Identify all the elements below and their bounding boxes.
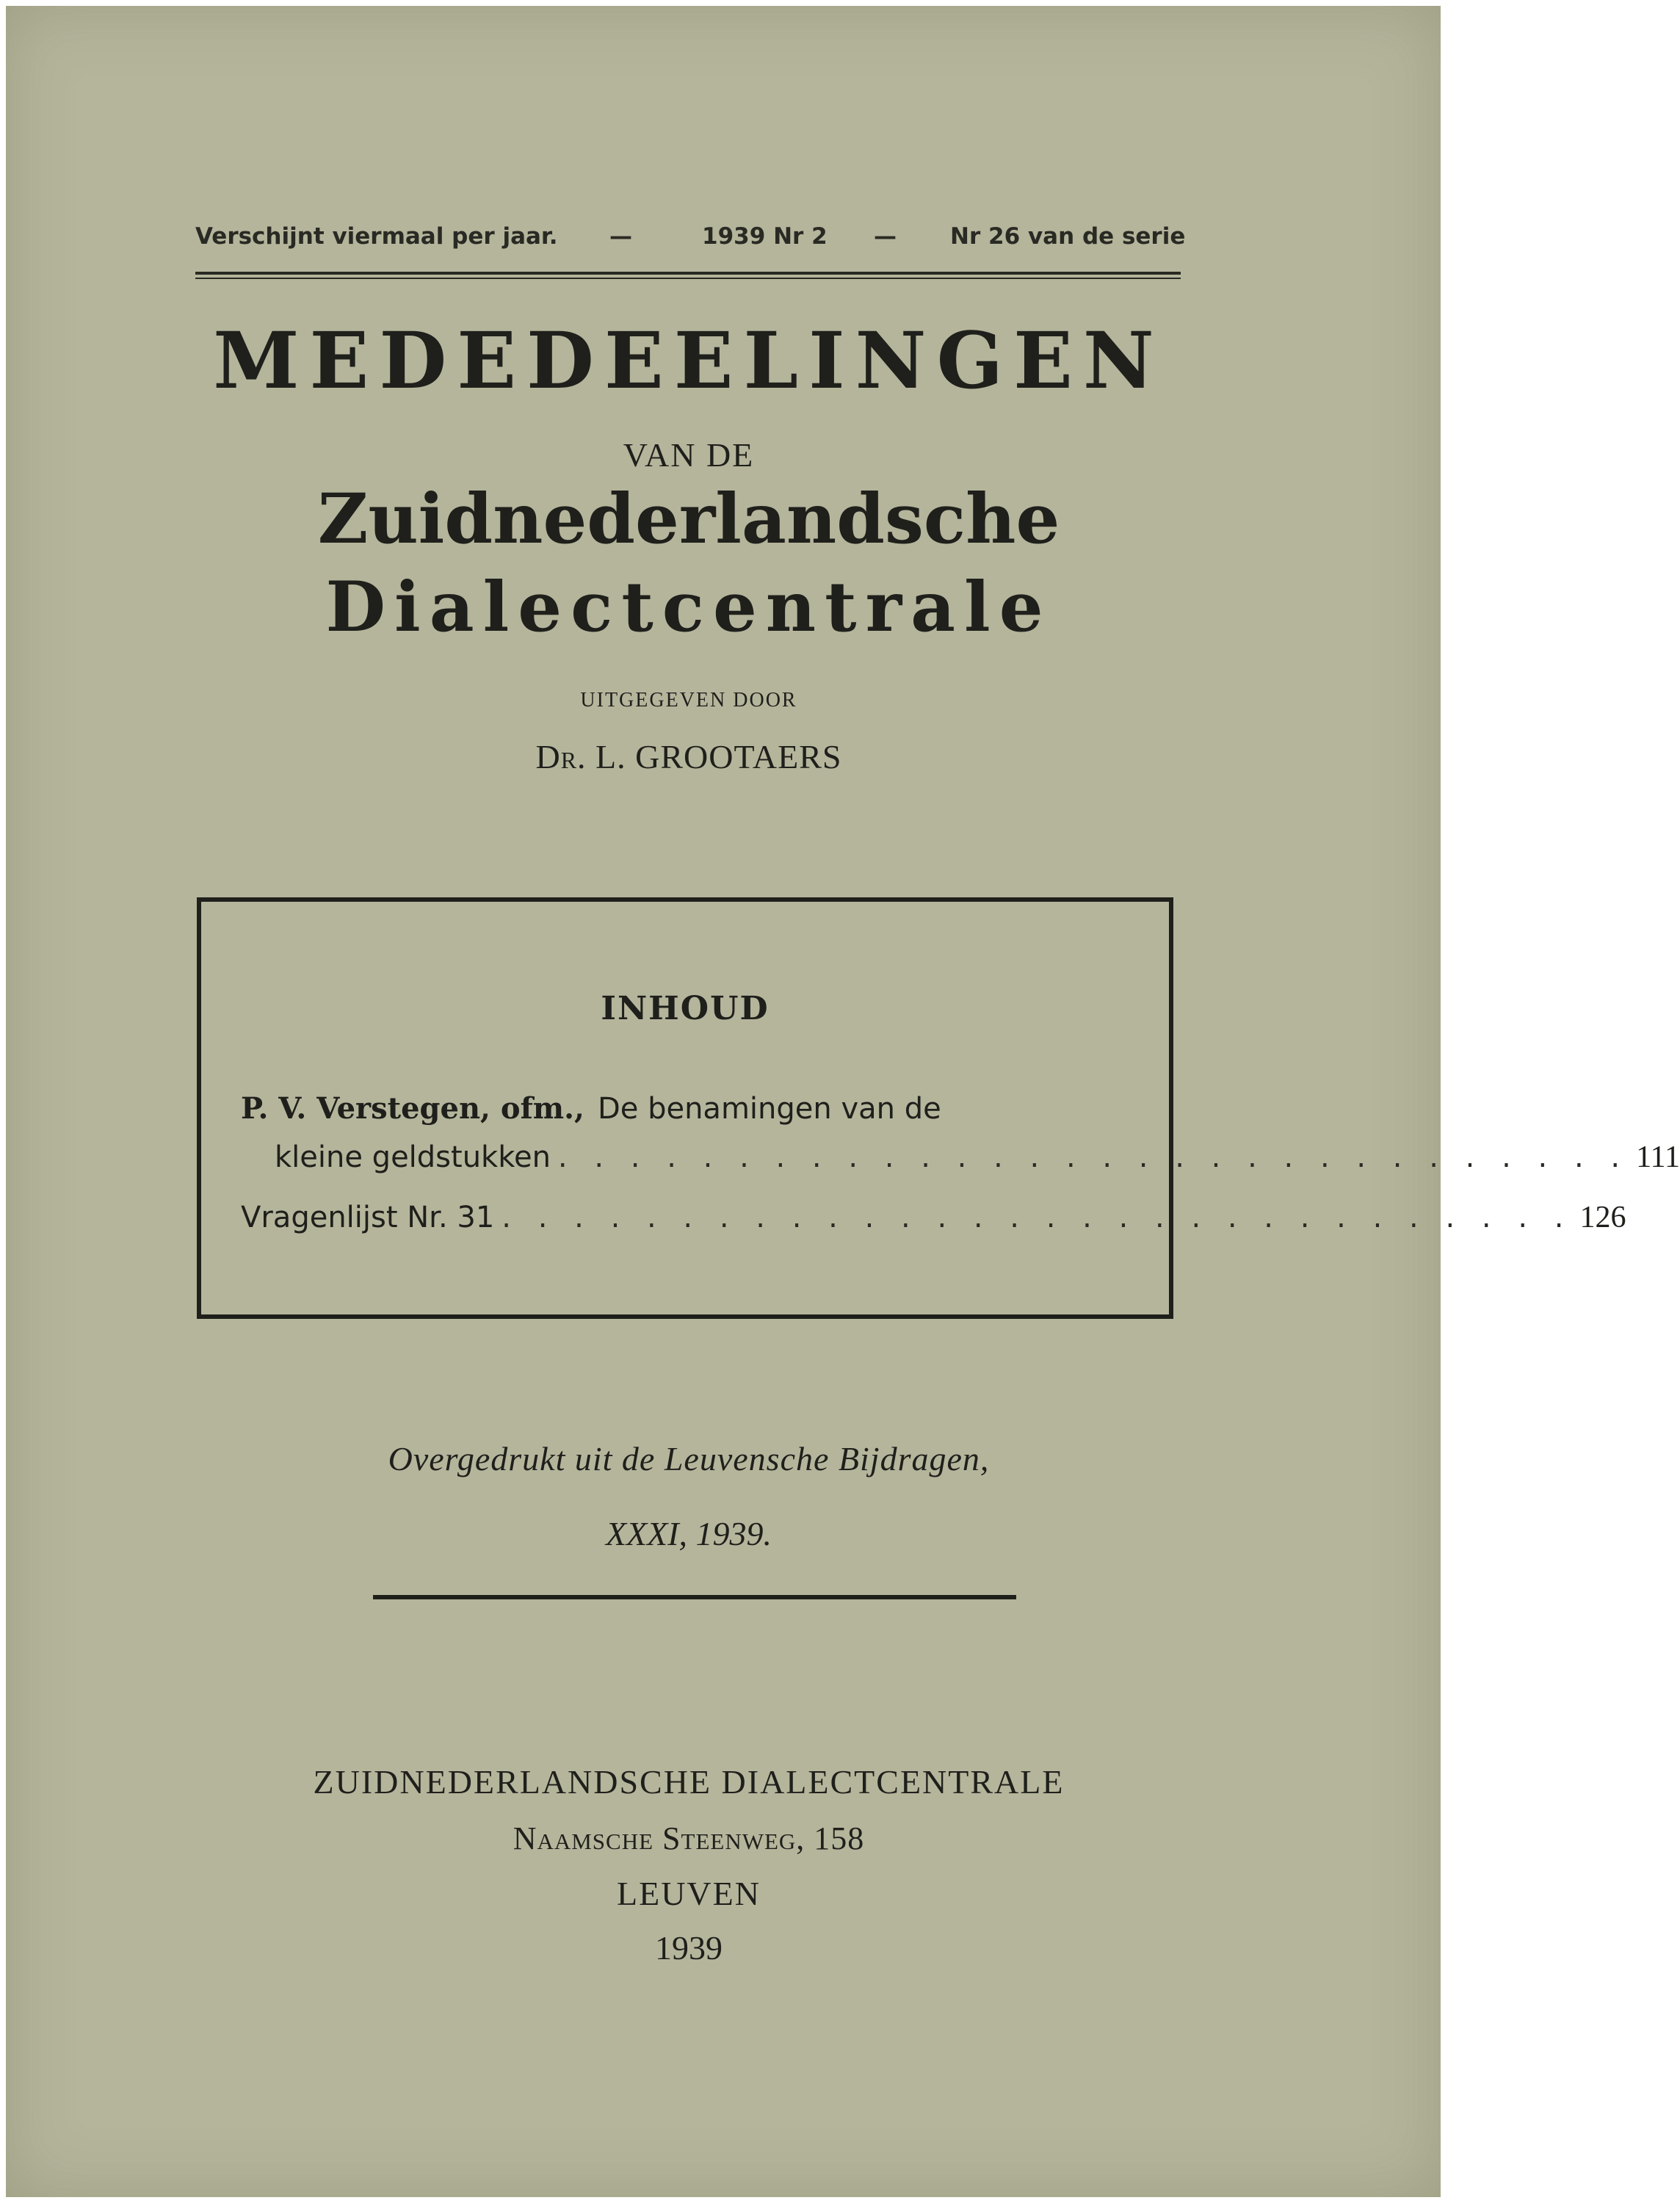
issue-number: 1939 Nr 2 bbox=[702, 223, 828, 250]
contents-box bbox=[197, 897, 1680, 1319]
toc-entry-title: De benamingen van de bbox=[597, 1092, 941, 1126]
separator-2: — bbox=[874, 223, 897, 250]
published-by-label: UITGEGEVEN DOOR bbox=[580, 689, 797, 712]
toc-leader-dots: . . . . . . . . . . . . . . . . . . . . . . . . . . . . . . bbox=[502, 1201, 1573, 1234]
toc-leader-dots: . . . . . . . . . . . . . . . . . . . . . . . . . . . . . . bbox=[557, 1140, 1629, 1174]
toc-entry-2 bbox=[241, 1200, 1626, 1244]
organization-name-line-1: Zuidnederlandsche bbox=[317, 479, 1060, 560]
organization-name-line-2: Dialectcentrale bbox=[325, 567, 1052, 648]
publisher-city: LEUVEN bbox=[617, 1875, 761, 1912]
toc-entry-1-line-1 bbox=[241, 1091, 1129, 1135]
section-rule bbox=[373, 1595, 1016, 1599]
editor-name: Dr. L. GROOTAERS bbox=[535, 738, 842, 775]
toc-page-number: 126 bbox=[1579, 1201, 1626, 1234]
series-line bbox=[195, 223, 1186, 267]
toc-page-number: 111 bbox=[1636, 1140, 1680, 1174]
masthead-title: MEDEDEELINGEN bbox=[213, 314, 1165, 406]
booklet-cover bbox=[6, 6, 1680, 2197]
publication-year: 1939 bbox=[655, 1929, 723, 1967]
publisher-name: ZUIDNEDERLANDSCHE DIALECTCENTRALE bbox=[313, 1763, 1065, 1801]
title-connector: VAN DE bbox=[623, 436, 755, 474]
publisher-address: Naamsche Steenweg, 158 bbox=[513, 1820, 865, 1856]
top-rule-thin bbox=[195, 278, 1181, 279]
toc-entry-title-continued: kleine geldstukken bbox=[275, 1140, 551, 1174]
reprint-volume: XXXI, 1939. bbox=[605, 1515, 772, 1552]
series-number: Nr 26 van de serie bbox=[950, 223, 1186, 250]
top-rule bbox=[195, 272, 1181, 275]
frequency-note: Verschijnt viermaal per jaar. bbox=[195, 223, 558, 250]
contents-heading: INHOUD bbox=[601, 990, 770, 1027]
toc-entry-1-line-2 bbox=[275, 1140, 1680, 1184]
toc-entry-title: Vragenlijst Nr. 31 bbox=[241, 1201, 495, 1234]
toc-entry-author: P. V. Verstegen, ofm., bbox=[241, 1091, 584, 1126]
separator-1: — bbox=[609, 223, 632, 250]
reprint-note: Overgedrukt uit de Leuvensche Bijdragen, bbox=[388, 1440, 990, 1477]
